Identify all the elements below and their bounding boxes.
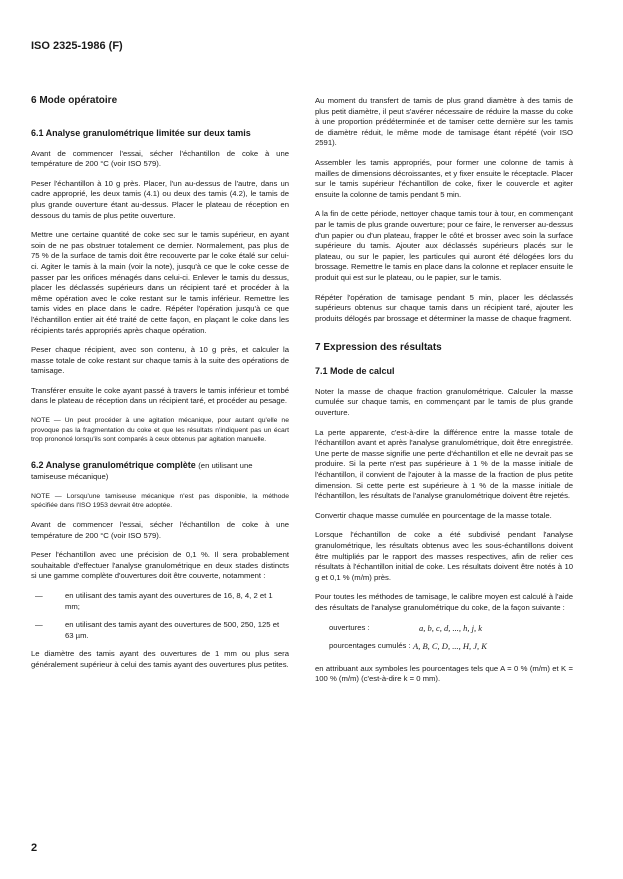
formula-row [329,623,573,634]
section-7-1-heading: 7.1 Mode de calcul [315,365,395,376]
paragraph: Peser l'échantillon avec une précision de 0,1 %. Il sera probablement souhaitable d'effectuer l'analyse granulométrique en deux stades distincts si une gamme complète d'ouvertures doit être couverte, notamment : [31,550,289,581]
paragraph: Au moment du transfert de tamis de plus grand diamètre à des tamis de plus petit diamètre, il peut s'avérer nécessaire de réduire la masse du coke à une proportion prédéterminée et de tamiser cette dernière sur les tamis de diamètre réduit, le même mode de tamisage étant répété (voir ISO 2591). [315,96,573,148]
formula-value: A, B, C, D, ..., H, J, K [413,641,487,652]
list-item [31,620,289,641]
paragraph: Peser chaque récipient, avec son contenu, à 10 g près, et calculer la masse totale de coke restant sur chaque tamis à la suite des opérations de tamisage. [31,345,289,376]
list-item-text: en utilisant des tamis ayant des ouvertures de 500, 250, 125 et 63 µm. [65,620,280,640]
paragraph: Noter la masse de chaque fraction granulométrique. Calculer la masse cumulée sur chaque tamis, en commençant par le tamis de plus grande ouverture. [315,386,573,418]
left-column [31,96,289,680]
paragraph: Mettre une certaine quantité de coke sec sur le tamis supérieur, en ayant soin de ne pas obstruer totalement ce dernier. Normalement, pas plus de 75 % de la surface de tamis doit être recouverte par le coke étalé sur celui-ci. Agiter le tamis à la main (voir la note), jusqu'à ce que le coke cesse de passer par les orifices ménagés dans celui-ci. Enlever le tamis du dessus, placer les déclassés supérieurs dans un récipient taré et procéder à la même opération avec le coke restant sur le tamis inférieur. Remettre les tamis vides en place dans le cadre. Répéter l'opération jusqu'à ce que l'échantillon entier ait été traité de cette façon, en plaçant le coke dans les récipients tarés appropriés après chaque opération. [31,230,289,335]
section-6-2-title: 6.2 Analyse granulométrique complète [31,459,196,470]
paragraph: Peser l'échantillon à 10 g près. Placer, l'un au-dessus de l'autre, dans un cadre approprié, les deux tamis (4.1) ou deux des tamis (4.2), le tamis de plus grande ouverture étant au-dessus. Placer le plateau de réception en dessous du tamis de plus petite ouverture. [31,178,289,220]
list-item-text: en utilisant des tamis ayant des ouvertures de 16, 8, 4, 2 et 1 mm; [65,591,273,611]
section-6-1-heading: 6.1 Analyse granulométrique limitée sur deux tamis [31,127,251,138]
note: NOTE — Un peut procéder à une agitation mécanique, pour autant qu'elle ne provoque pas la fragmentation du coke et que les résultats n'indiquent pas un écart trop prononcé lorsqu'ils sont comparés à ceux obtenus par agitation manuelle. [31,417,289,444]
paragraph: Pour toutes les méthodes de tamisage, le calibre moyen est calculé à l'aide des résultats de l'analyse granulométrique du coke, de la façon suivante : [315,592,573,612]
page-number: 2 [31,842,38,854]
dash-marker: — [35,591,43,600]
section-6-2-heading [31,460,289,482]
paragraph: en attribuant aux symboles les pourcentages tels que A = 0 % (m/m) et K = 100 % (m/m) (c'est-à-dire k = 0 mm). [315,663,573,684]
paragraph: La perte apparente, c'est-à-dire la différence entre la masse totale de l'échantillon avant et après l'analyse granulométrique, doit être enregistrée. Une perte de masse signifie une perte d'échantillon et elle ne devrait pas se produire. Si la perte n'est pas supérieure à 1 % de la masse initiale de l'échantillon, il convient de l'ajouter à la masse de la fraction de plus petite dimension. Si cette perte est supérieure à 1 % de la masse initiale de l'échantillon, les résultats de l'analyse granulométrique doivent être rejetés. [315,427,573,501]
formula-label: pourcentages cumulés : [329,641,411,651]
formula-block [329,623,573,652]
list-item [31,591,289,612]
paragraph: Avant de commencer l'essai, sécher l'échantillon de coke à une température de 200 °C (voir ISO 579). [31,148,289,169]
paragraph: Transférer ensuite le coke ayant passé à travers le tamis inférieur et tombé dans le plateau de réception dans un récipient taré, et procéder au pesage. [31,385,289,406]
paragraph: Le diamètre des tamis ayant des ouvertures de 1 mm ou plus sera généralement supérieur à celui des tamis ayant des ouvertures plus petites. [31,649,289,669]
paragraph: A la fin de cette période, nettoyer chaque tamis tour à tour, en commençant par le tamis de plus grande ouverture; pour ce faire, le renverser au-dessus d'un papier ou d'un plateau, frapper le côté et brosser avec soin la surface supérieure du tamis. Ajouter aux déclassés supérieurs placés sur le plateau, ou sur le papier, les particules qui auront été délogées lors du brossage. Remettre le tamis en place dans la colonne et replacer ensuite le produit qui est sur le plateau, ou le papier, sur le tamis. [315,209,573,282]
paragraph: Assembler les tamis appropriés, pour former une colonne de tamis à mailles de dimensions décroissantes, et y fixer ensuite le réceptacle. Placer sur le tamis supérieur l'échantillon de coke, fixer le couvercle et agiter ensuite la colonne de tamis pendant 5 min. [315,157,573,199]
formula-label: ouvertures : [329,622,370,632]
document-header: ISO 2325-1986 (F) [31,40,123,52]
section-6-2-subtitle: (en utilisant une tamiseuse mécanique) [31,460,253,481]
paragraph: Lorsque l'échantillon de coke a été subdivisé pendant l'analyse granulométrique, les résultats obtenus avec les sous-échantillons doivent être multipliés par le rapport des masses respectives, afin de relier ces résultats à l'échantillon initial de coke. Les résultats doivent être notés à 10 g et 0,1 % (m/m) près. [315,530,573,582]
section-6-heading: 6 Mode opératoire [31,95,118,106]
formula-value: a, b, c, d, ..., h, j, k [419,622,483,633]
paragraph: Répéter l'opération de tamisage pendant 5 min, placer les déclassés supérieurs obtenus sur chaque tamis dans un récipient taré, ajouter les produits délogés par brossage et déterminer la masse de chaque fragment. [315,292,573,323]
section-7-heading: 7 Expression des résultats [315,342,442,354]
right-column [315,96,573,694]
note: NOTE — Lorsqu'une tamiseuse mécanique n'est pas disponible, la méthode spécifiée dans l'ISO 1953 devrait être adoptée. [31,492,289,510]
dash-marker: — [35,620,43,630]
paragraph: Convertir chaque masse cumulée en pourcentage de la masse totale. [315,510,552,520]
paragraph: Avant de commencer l'essai, sécher l'échantillon de coke à une température de 200 °C (voir ISO 579). [31,520,289,540]
formula-row [329,641,573,652]
